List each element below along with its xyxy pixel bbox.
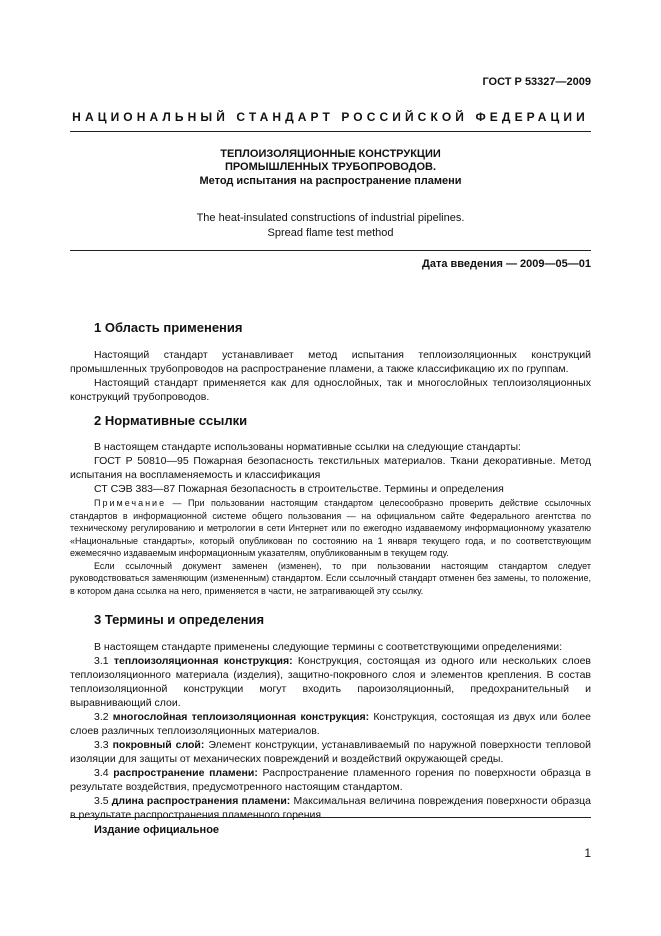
term-name: многослойная теплоизоляционная конструкция:	[112, 711, 370, 723]
section-3-intro: В настоящем стандарте применены следующие термины с соответствующими определениями:	[94, 641, 563, 653]
term-text: Конструкция, состоящая из двух или более слоев различных теплоизоляционных материалов.	[70, 711, 591, 737]
note-label: Примечание	[94, 498, 167, 508]
intro-rule	[70, 250, 591, 251]
section-2-note	[70, 497, 591, 597]
term-name: длина распространения пламени:	[111, 795, 291, 807]
section-3-body	[70, 640, 591, 822]
title-en-line1: The heat-insulated constructions of industrial pipelines.	[196, 212, 465, 224]
section-3-heading: 3 Термины и определения	[94, 612, 265, 627]
note-paragraph	[70, 497, 591, 560]
doc-number: ГОСТ Р 53327—2009	[482, 76, 591, 88]
intro-date: Дата введения — 2009—05—01	[422, 258, 591, 270]
term-text: Элемент конструкции, устанавливаемый по наружной поверхности тепловой изоляции для защиты от механических повреждений и воздействий окружающей среды.	[70, 739, 591, 765]
title-ru-line1: ТЕПЛОИЗОЛЯЦИОННЫЕ КОНСТРУКЦИИ	[220, 148, 441, 160]
term-number: 3.3	[94, 739, 113, 751]
section-2-paragraph: ГОСТ Р 50810—95 Пожарная безопасность текстильных материалов. Ткани декоративные. Метод испытания на воспламеняемость и классификация	[70, 455, 591, 481]
term-text: Конструкция, состоящая из одного или нескольких слоев теплоизоляционного материала (изделия), защитно-покровного слоя и элементов крепления. В состав теплоизоляционной конструкции могут входить пароизоляционный, предохранительный и выравнивающий слои.	[70, 655, 592, 709]
term-number: 3.5	[94, 795, 112, 807]
section-1-heading: 1 Область применения	[94, 320, 243, 335]
note-paragraph: Если ссылочный документ заменен (изменен), то при пользовании настоящим стандартом следует руководствоваться заменяющим (измененным) стандартом. Если ссылочный стандарт отменен без замены, то положение, в котором дана ссылка на него, применяется в части, не затрагивающей эту ссылку.	[70, 560, 591, 596]
term-text: Распространение пламенного горения по поверхности образца в результате воздействия, предусмотренного настоящим стандартом.	[70, 767, 591, 793]
term-name: распространение пламени:	[113, 767, 258, 779]
title-ru-line2: ПРОМЫШЛЕННЫХ ТРУБОПРОВОДОВ.	[224, 161, 437, 173]
banner-rule	[70, 131, 591, 132]
footer-rule	[70, 817, 591, 818]
term-number: 3.1	[94, 655, 114, 667]
section-2-paragraph: СТ СЭВ 383—87 Пожарная безопасность в строительстве. Термины и определения	[94, 483, 504, 495]
section-2-heading: 2 Нормативные ссылки	[94, 413, 248, 428]
term-number: 3.4	[94, 767, 114, 779]
term-definition	[70, 738, 591, 766]
term-definition	[70, 654, 591, 710]
term-name: покровный слой:	[112, 739, 205, 751]
section-2-body	[70, 440, 591, 496]
title-en-line2: Spread flame test method	[267, 227, 394, 239]
section-1-paragraph: Настоящий стандарт устанавливает метод испытания теплоизоляционных конструкций промышленных трубопроводов на распространение пламени, а также классификацию их по группам.	[70, 349, 591, 375]
section-1-paragraph: Настоящий стандарт применяется как для однослойных, так и многослойных теплоизоляционных конструкций трубопроводов.	[70, 377, 591, 403]
section-2-paragraph: В настоящем стандарте использованы нормативные ссылки на следующие стандарты:	[94, 441, 521, 453]
title-ru-line3: Метод испытания на распространение пламени	[199, 175, 462, 187]
term-definition	[70, 710, 591, 738]
edition-label: Издание официальное	[94, 824, 220, 836]
national-standard-banner: НАЦИОНАЛЬНЫЙ СТАНДАРТ РОССИЙСКОЙ ФЕДЕРАЦИИ	[72, 110, 589, 124]
page-number: 1	[584, 846, 591, 860]
term-number: 3.2	[94, 711, 113, 723]
section-1-body	[70, 348, 591, 404]
term-text: Максимальная величина повреждения поверхности образца в результате распространения пламенного горения.	[70, 795, 591, 821]
term-name: теплоизоляционная конструкция:	[113, 655, 293, 667]
note-text: — При пользовании настоящим стандартом целесообразно проверить действие ссылочных стандартов в информационной системе общего пользования — на официальном сайте Федерального агентства по техническому регулированию и метрологии в сети Интернет или по ежегодно издаваемому информационному указателю «Национальные стандарты», который опубликован по состоянию на 1 января текущего года, и по соответствующим ежемесячно издаваемым информационным указателям, опубликованным в текущем году.	[70, 498, 591, 558]
term-definition	[70, 766, 591, 794]
